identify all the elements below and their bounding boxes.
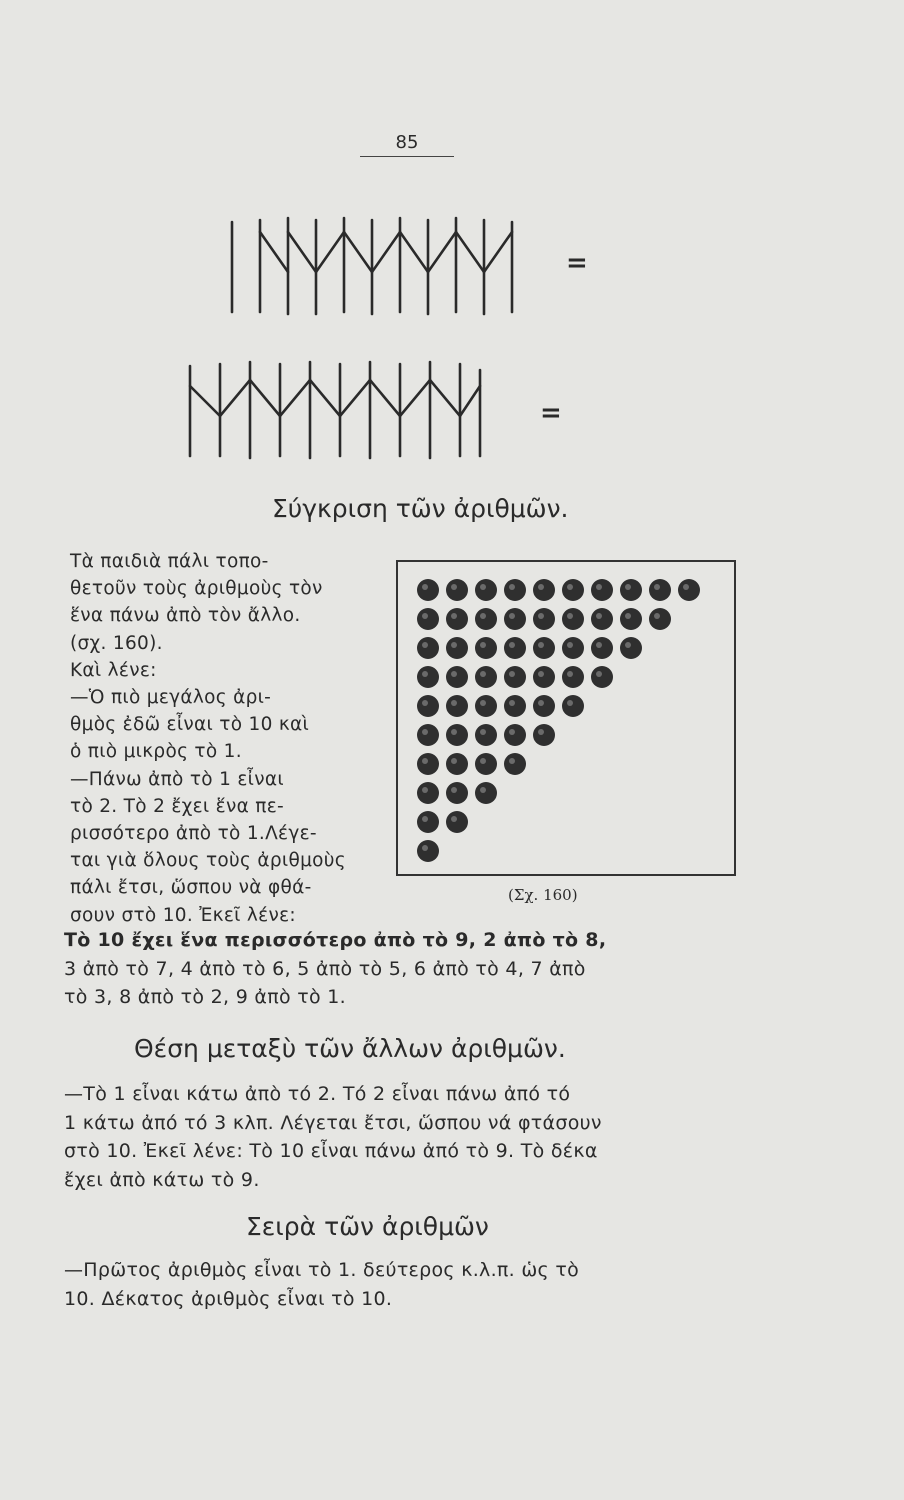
dot: [417, 782, 439, 804]
dot: [533, 695, 555, 717]
dot-highlight: [567, 642, 573, 648]
dot-highlight: [567, 671, 573, 677]
section-heading-order: Σειρὰ τῶν ἀριθμῶν: [246, 1212, 489, 1241]
dot-highlight: [683, 584, 689, 590]
dot: [620, 608, 642, 630]
dot: [475, 637, 497, 659]
dot: [446, 695, 468, 717]
dot-highlight: [538, 613, 544, 619]
dot-highlight: [451, 729, 457, 735]
dot: [417, 608, 439, 630]
text-line: Καὶ λένε:: [70, 659, 157, 681]
dot: [475, 608, 497, 630]
dot-highlight: [509, 729, 515, 735]
dot-highlight: [538, 642, 544, 648]
dot: [591, 608, 613, 630]
dot-highlight: [480, 787, 486, 793]
dot-highlight: [654, 613, 660, 619]
dot-highlight: [567, 700, 573, 706]
dot: [591, 637, 613, 659]
dot: [591, 579, 613, 601]
dot-highlight: [596, 642, 602, 648]
text-line: —Τὸ 1 εἶναι κάτω ἀπὸ τό 2. Τό 2 εἶναι πάνω ἀπό τό: [64, 1083, 571, 1105]
dot: [417, 811, 439, 833]
dot: [475, 695, 497, 717]
dot: [591, 666, 613, 688]
dot-highlight: [596, 671, 602, 677]
tally-row-1-equals: =: [566, 248, 588, 278]
dot: [649, 608, 671, 630]
dot-highlight: [509, 758, 515, 764]
dot-highlight: [422, 642, 428, 648]
text-line: ρισσότερο ἀπὸ τὸ 1.Λέγε-: [70, 823, 317, 845]
text-line: τὸ 2. Τὸ 2 ἔχει ἕνα πε-: [70, 795, 284, 817]
dot: [533, 637, 555, 659]
dot: [562, 579, 584, 601]
dot-highlight: [538, 584, 544, 590]
dot: [446, 666, 468, 688]
dot: [504, 695, 526, 717]
dot-highlight: [654, 584, 660, 590]
dot-highlight: [422, 729, 428, 735]
dot-highlight: [567, 613, 573, 619]
section-heading-position: Θέση μεταξὺ τῶν ἄλλων ἀριθμῶν.: [134, 1034, 566, 1063]
dot-highlight: [422, 584, 428, 590]
dot-highlight: [538, 700, 544, 706]
dot: [504, 637, 526, 659]
dot-highlight: [509, 671, 515, 677]
dot: [417, 840, 439, 862]
dot: [504, 608, 526, 630]
section-2-text: [64, 1080, 776, 1194]
dot: [446, 579, 468, 601]
dot-highlight: [480, 729, 486, 735]
dot-highlight: [480, 584, 486, 590]
dot-highlight: [451, 613, 457, 619]
figure-160-caption: (Σχ. 160): [508, 886, 578, 904]
dot: [475, 666, 497, 688]
dot: [446, 782, 468, 804]
dot-highlight: [480, 613, 486, 619]
text-line: 1 κάτω ἀπό τό 3 κλπ. Λέγεται ἔτσι, ὥσπου νά φτάσουν: [64, 1111, 602, 1134]
text-line: θετοῦν τοὺς ἀριθμοὺς τὸν: [70, 578, 323, 600]
dot-highlight: [625, 584, 631, 590]
dot-highlight: [480, 671, 486, 677]
dot: [417, 695, 439, 717]
dot-highlight: [422, 671, 428, 677]
text-line: Τὰ παιδιὰ πάλι τοπο-: [70, 551, 269, 572]
tally-row-2-equals: =: [540, 398, 562, 428]
page-number: 85: [395, 132, 419, 153]
tally-row-1: [220, 212, 540, 324]
text-line: ἕνα πάνω ἀπὸ τὸν ἄλλο.: [70, 605, 301, 627]
dot-highlight: [625, 642, 631, 648]
dot-highlight: [538, 729, 544, 735]
text-line: 10. Δέκατος ἀριθμὸς εἶναι τὸ 10.: [64, 1287, 393, 1310]
text-line: στὸ 10. Ἐκεῖ λένε: Τὸ 10 εἶναι πάνω ἀπό τὸ 9. Τὸ δέκα: [64, 1140, 598, 1162]
text-line: σουν στὸ 10. Ἐκεῖ λένε:: [70, 904, 296, 926]
tally-row-2: [180, 356, 500, 464]
dot: [562, 666, 584, 688]
dot-highlight: [422, 845, 428, 851]
section-1-left-text: [70, 548, 380, 929]
dot-highlight: [509, 584, 515, 590]
dot-highlight: [422, 758, 428, 764]
dot: [562, 637, 584, 659]
dot-highlight: [538, 671, 544, 677]
dot-highlight: [596, 613, 602, 619]
text-line: θμὸς ἐδῶ εἶναι τὸ 10 καὶ: [70, 714, 310, 736]
dot-highlight: [422, 700, 428, 706]
dot: [446, 637, 468, 659]
dot: [533, 608, 555, 630]
dot-highlight: [509, 700, 515, 706]
dot: [446, 753, 468, 775]
dot: [504, 724, 526, 746]
page-number-rule: [360, 156, 454, 157]
dot-highlight: [567, 584, 573, 590]
dot-highlight: [451, 758, 457, 764]
dot: [446, 608, 468, 630]
dot-highlight: [422, 613, 428, 619]
dot-highlight: [451, 700, 457, 706]
dot: [475, 724, 497, 746]
dot-highlight: [422, 816, 428, 822]
dot: [475, 579, 497, 601]
section-1-full-text: [64, 926, 776, 1012]
dot: [620, 579, 642, 601]
dot: [562, 695, 584, 717]
section-heading-comparison: Σύγκριση τῶν ἀριθμῶν.: [272, 494, 569, 523]
text-line: τὸ 3, 8 ἀπὸ τὸ 2, 9 ἀπὸ τὸ 1.: [64, 986, 346, 1008]
text-line: (σχ. 160).: [70, 632, 163, 654]
dot: [504, 753, 526, 775]
dot-highlight: [451, 671, 457, 677]
dot-highlight: [625, 613, 631, 619]
dot: [533, 724, 555, 746]
dot: [649, 579, 671, 601]
dot: [533, 666, 555, 688]
dot: [620, 637, 642, 659]
dot-highlight: [480, 642, 486, 648]
dot: [504, 666, 526, 688]
dot-highlight: [451, 816, 457, 822]
dot-highlight: [422, 787, 428, 793]
text-line: 3 ἀπὸ τὸ 7, 4 ἀπὸ τὸ 6, 5 ἀπὸ τὸ 5, 6 ἀπὸ τὸ 4, 7 ἀπὸ: [64, 957, 586, 980]
dot-highlight: [509, 613, 515, 619]
dot-highlight: [451, 642, 457, 648]
dot-highlight: [596, 584, 602, 590]
text-line: —Πάνω ἀπὸ τὸ 1 εἶναι: [70, 768, 284, 790]
dot: [504, 579, 526, 601]
text-line: Τὸ 10 ἔχει ἕνα περισσότερο ἀπὸ τὸ 9, 2 ἀπὸ τὸ 8,: [64, 929, 607, 951]
text-line: πάλι ἔτσι, ὥσπου νὰ φθά-: [70, 877, 312, 899]
figure-160-dots: [398, 562, 734, 874]
dot-highlight: [480, 758, 486, 764]
dot: [475, 753, 497, 775]
text-line: ἔχει ἀπὸ κάτω τὸ 9.: [64, 1168, 260, 1191]
dot-highlight: [451, 787, 457, 793]
dot: [475, 782, 497, 804]
dot-highlight: [451, 584, 457, 590]
dot-highlight: [480, 700, 486, 706]
section-3-text: [64, 1256, 776, 1313]
text-line: ται γιὰ ὅλους τοὺς ἀριθμοὺς: [70, 850, 346, 872]
dot: [417, 637, 439, 659]
dot: [446, 811, 468, 833]
dot-highlight: [509, 642, 515, 648]
dot: [417, 753, 439, 775]
text-line: ὁ πιὸ μικρὸς τὸ 1.: [70, 741, 242, 763]
text-line: —Πρῶτος ἀριθμὸς εἶναι τὸ 1. δεύτερος κ.λ.π. ὡς τὸ: [64, 1259, 580, 1281]
dot: [446, 724, 468, 746]
dot: [417, 579, 439, 601]
dot: [533, 579, 555, 601]
figure-160-box: [396, 560, 736, 876]
dot: [678, 579, 700, 601]
text-line: —Ὁ πιὸ μεγάλος ἀρι-: [70, 687, 272, 709]
dot: [417, 724, 439, 746]
dot: [562, 608, 584, 630]
dot: [417, 666, 439, 688]
